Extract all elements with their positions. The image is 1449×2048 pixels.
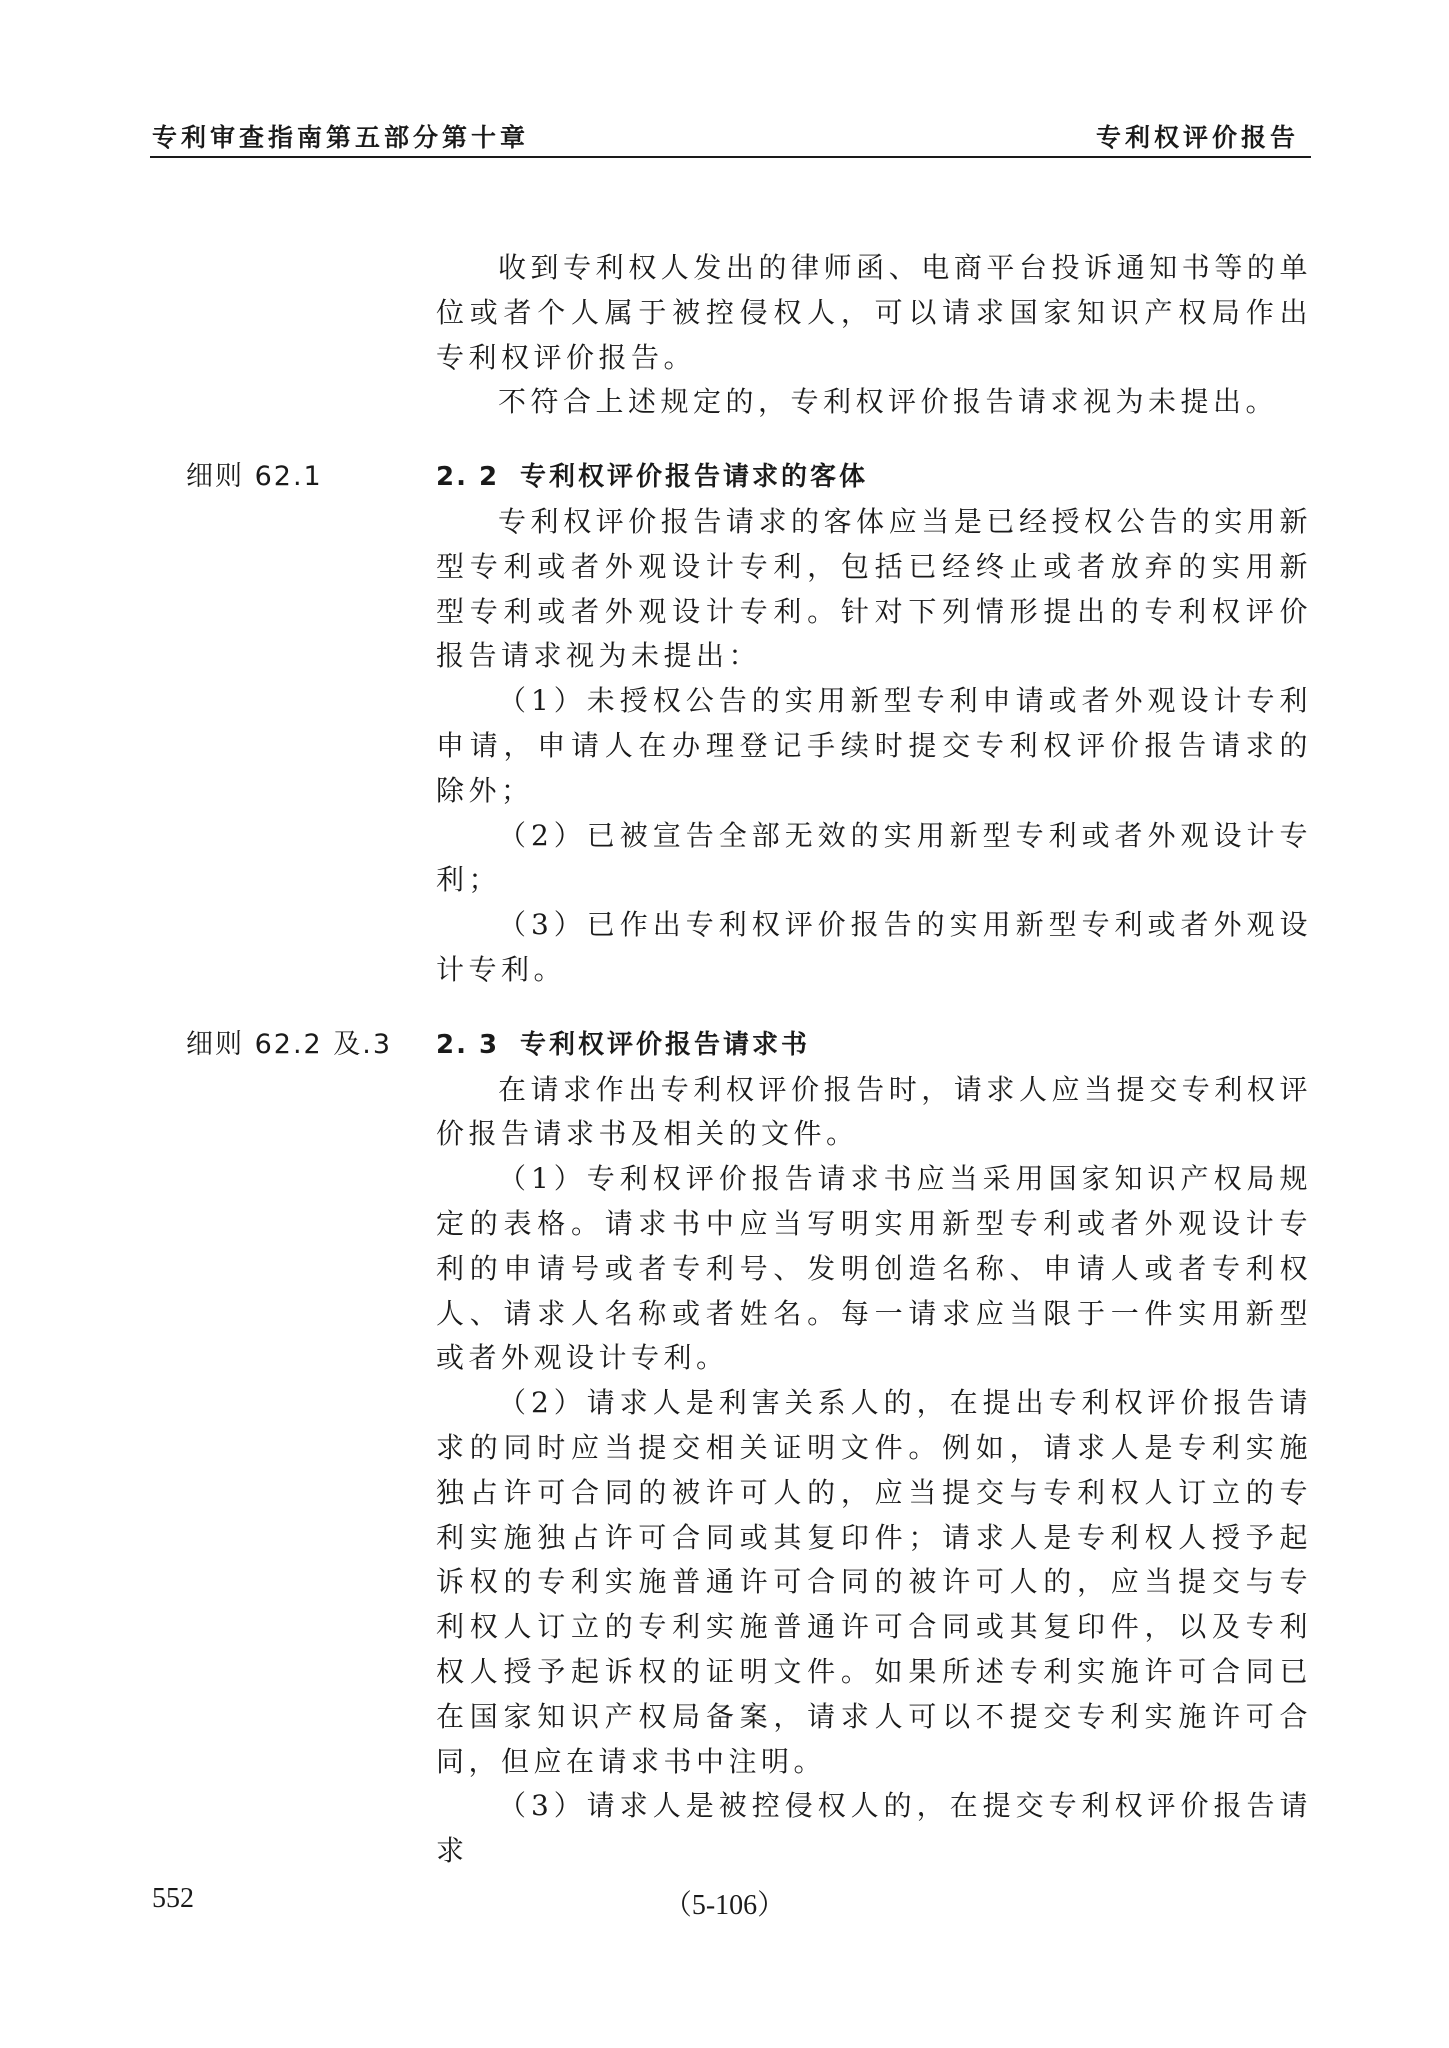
rule-reference: 细则 62.1 [186,461,323,493]
page-number: 552 [152,1883,194,1914]
section-heading [186,1023,1312,1068]
list-item: （2）已被宣告全部无效的实用新型专利或者外观设计专利； [436,818,1312,897]
list-item: （3）请求人是被控侵权人的，在提交专利权评价报告请求 [436,1789,1312,1868]
body-paragraph: 不符合上述规定的，专利权评价报告请求视为未提出。 [498,385,1279,419]
page-code: （5-106） [663,1890,786,1921]
section-title: 专利权评价报告请求的客体 [520,462,869,493]
section-number: 2. 3 [436,1029,500,1060]
section-2-3 [186,1023,1312,1874]
section-title: 专利权评价报告请求书 [520,1029,811,1060]
section-heading [186,455,1312,500]
body-paragraph: 收到专利权人发出的律师函、电商平台投诉通知书等的单位或者个人属于被控侵权人，可以请求国家知识产权局作出专利权评价报告。 [436,251,1312,374]
section-2-2 [186,455,1312,993]
running-header-chapter: 专利审查指南第五部分第十章 [152,123,530,152]
list-item: （1）专利权评价报告请求书应当采用国家知识产权局规定的表格。请求书中应当写明实用新型专利或者外观设计专利的申请号或者专利号、发明创造名称、申请人或者专利权人、请求人名称或者姓名。每一请求应当限于一件实用新型或者外观设计专利。 [436,1162,1312,1375]
header-divider [150,156,1311,158]
list-item: （1）未授权公告的实用新型专利申请或者外观设计专利申请，申请人在办理登记手续时提交专利权评价报告请求的除外； [436,684,1312,807]
page-body [186,246,1312,1874]
running-header-section: 专利权评价报告 [1095,123,1299,152]
body-paragraph: 专利权评价报告请求的客体应当是已经授权公告的实用新型专利或者外观设计专利，包括已经终止或者放弃的实用新型专利或者外观设计专利。针对下列情形提出的专利权评价报告请求视为未提出： [436,504,1312,673]
body-paragraph: 在请求作出专利权评价报告时，请求人应当提交专利权评价报告请求书及相关的文件。 [436,1072,1312,1151]
section-number: 2. 2 [436,462,500,493]
list-item: （3）已作出专利权评价报告的实用新型专利或者外观设计专利。 [436,908,1312,986]
list-item: （2）请求人是利害关系人的，在提出专利权评价报告请求的同时应当提交相关证明文件。例如，请求人是专利实施独占许可合同的被许可人的，应当提交与专利权人订立的专利实施独占许可合同或其复印件；请求人是专利权人授予起诉权的专利实施普通许可合同的被许可人的，应当提交与专利权人订立的专利实施普通许可合同或其复印件，以及专利权人授予起诉权的证明文件。如果所述专利实施许可合同已在国家知识产权局备案，请求人可以不提交专利实施许可合同，但应在请求书中注明。 [436,1386,1312,1778]
rule-reference: 细则 62.2 及.3 [186,1028,393,1060]
